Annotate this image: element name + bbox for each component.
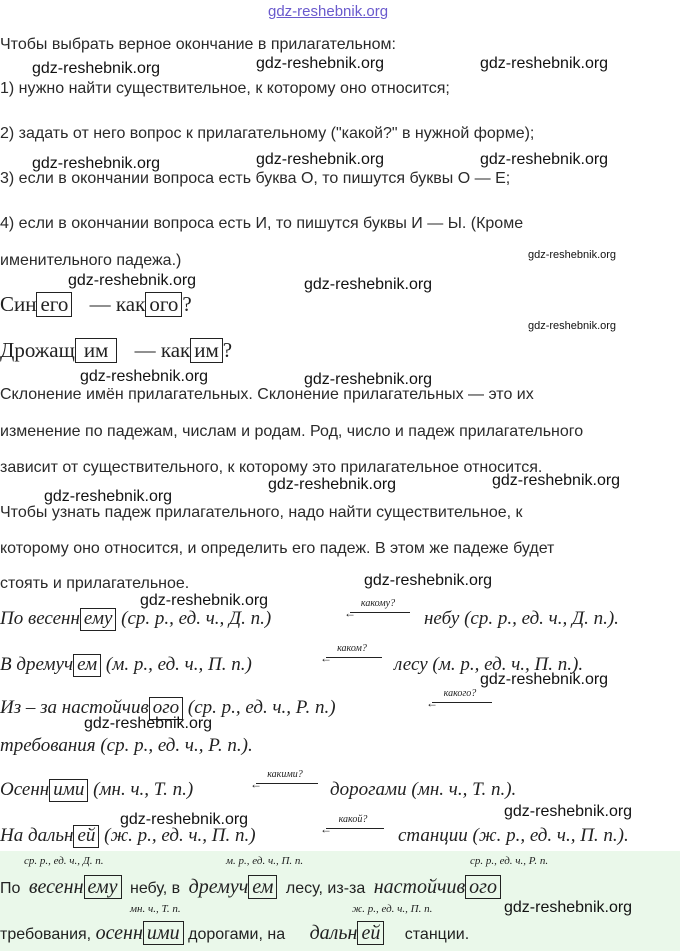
question-lead: — как	[134, 338, 191, 362]
rule-1: 1) нужно найти существительное, к которому оно относится;	[0, 80, 450, 97]
question-arrow: каком? ←	[322, 645, 382, 667]
para1-line3: зависит от существительного, к которому это прилагательное относится.	[0, 459, 543, 476]
arrow-question: какими?	[267, 769, 303, 780]
noun-note: небу (ср. р., ед. ч., Д. п.).	[424, 608, 619, 629]
word: лесу, из-за	[285, 880, 366, 897]
para2-line1: Чтобы узнать падеж прилагательного, надо найти существительное, к	[0, 504, 523, 521]
para1-line2: изменение по падежам, числам и родам. Род, число и падеж прилагательного	[0, 423, 584, 440]
arrow-question: какой?	[338, 814, 368, 825]
word: станции.	[404, 926, 470, 943]
rule-4: 4) если в окончании вопроса есть И, то пишутся буквы И — Ы. (Кроме	[0, 215, 524, 232]
question-arrow: какому? ←	[346, 600, 410, 622]
noun-note: требования (ср. р., ед. ч., Р. п.).	[0, 735, 253, 756]
noun-note: станции (ж. р., ед. ч., П. п.).	[398, 825, 629, 846]
watermark: gdz-reshebnik.org	[492, 472, 621, 489]
watermark: gdz-reshebnik.org	[32, 155, 161, 172]
answer-note-1: ср. р., ед. ч., Д. п.	[24, 855, 104, 867]
watermark: gdz-reshebnik.org	[304, 276, 433, 293]
watermark-small: gdz-reshebnik.org	[528, 320, 617, 332]
ending-box: ем	[248, 875, 277, 899]
question-arrow: какого? ←	[428, 690, 492, 712]
rules-intro: Чтобы выбрать верное окончание в прилагательном:	[0, 36, 396, 53]
rule-2: 2) задать от него вопрос к прилагательному ("какой?" в нужной форме);	[0, 125, 535, 142]
adj-stem: По весенн	[0, 608, 80, 629]
stem: Син	[0, 292, 37, 316]
ending-box: ого	[465, 875, 501, 899]
ending-box: ими	[143, 921, 184, 945]
question-arrow: какими? ←	[252, 771, 318, 793]
watermark: gdz-reshebnik.org	[304, 371, 433, 388]
adj-stem: дремуч	[188, 876, 249, 898]
adj-stem: На дальн	[0, 825, 74, 846]
ending-box: ей	[73, 825, 99, 848]
example-osennimi	[0, 779, 193, 802]
word: требования,	[0, 926, 92, 943]
answer-note-3: ср. р., ед. ч., Р. п.	[470, 855, 549, 867]
ending-box: его	[36, 292, 72, 317]
word: По	[0, 880, 21, 897]
ending-box: ого	[149, 697, 183, 720]
ending-box: ем	[73, 654, 101, 677]
question-ending-box: им	[190, 338, 223, 363]
word: дорогами, на	[188, 926, 286, 943]
example-dalney	[0, 825, 256, 848]
watermark: gdz-reshebnik.org	[480, 55, 609, 72]
adj-stem: весенн	[28, 876, 84, 898]
arrow-question: какого?	[443, 688, 477, 699]
grammar-note: (м. р., ед. ч., П. п.)	[105, 654, 252, 675]
watermark: gdz-reshebnik.org	[504, 899, 633, 916]
adj-stem: Осенн	[0, 779, 50, 800]
noun-note: лесу (м. р., ед. ч., П. п.).	[394, 654, 584, 675]
stem: Дрожащ	[0, 338, 75, 362]
watermark: gdz-reshebnik.org	[504, 803, 633, 820]
watermark: gdz-reshebnik.org	[256, 55, 385, 72]
adj-stem: осенн	[95, 922, 143, 944]
example-drozhashchim	[0, 338, 232, 363]
para2-line2: которому оно относится, и определить его падеж. В этом же падеже будет	[0, 540, 555, 557]
ending-box: ей	[357, 921, 384, 945]
watermark-small: gdz-reshebnik.org	[528, 249, 617, 261]
watermark-top: gdz-reshebnik.org	[268, 3, 389, 20]
ending-box: ими	[49, 779, 88, 802]
watermark: gdz-reshebnik.org	[480, 151, 609, 168]
adj-stem: Из – за настойчив	[0, 697, 149, 718]
ending-box: ему	[84, 875, 122, 899]
example-dremuchem	[0, 654, 252, 677]
adj-stem: настойчив	[373, 876, 466, 898]
grammar-note: (ср. р., ед. ч., Д. п.)	[121, 608, 272, 629]
watermark: gdz-reshebnik.org	[364, 572, 493, 589]
watermark: gdz-reshebnik.org	[480, 671, 609, 688]
question-mark: ?	[222, 338, 233, 362]
rule-4-cont: именительного падежа.)	[0, 252, 182, 269]
watermark: gdz-reshebnik.org	[268, 476, 397, 493]
noun-note: дорогами (мн. ч., Т. п.).	[330, 779, 517, 800]
answer-note-2: м. р., ед. ч., П. п.	[226, 855, 304, 867]
watermark: gdz-reshebnik.org	[44, 488, 173, 505]
watermark: gdz-reshebnik.org	[84, 715, 213, 732]
watermark: gdz-reshebnik.org	[80, 368, 209, 385]
ending-box: им	[75, 338, 118, 363]
example-vesennemu	[0, 608, 271, 631]
answer-note-4: мн. ч., Т. п.	[130, 903, 181, 915]
para1-line1: Склонение имён прилагательных. Склонение прилагательных — это их	[0, 386, 534, 403]
arrow-question: каком?	[337, 643, 367, 654]
rule-3: 3) если в окончании вопроса есть буква О, то пишутся буквы О — Е;	[0, 170, 511, 187]
arrow-question: какому?	[360, 598, 396, 609]
watermark: gdz-reshebnik.org	[32, 60, 161, 77]
grammar-note: (ж. р., ед. ч., П. п.)	[104, 825, 256, 846]
grammar-note: (мн. ч., Т. п.)	[93, 779, 194, 800]
watermark: gdz-reshebnik.org	[68, 272, 197, 289]
answer-line-2	[0, 921, 469, 945]
watermark: gdz-reshebnik.org	[140, 592, 269, 609]
para2-line3: стоять и прилагательное.	[0, 575, 190, 592]
answer-note-5: ж. р., ед. ч., П. п.	[352, 903, 433, 915]
adj-stem: В дремуч	[0, 654, 74, 675]
question-mark: ?	[182, 292, 192, 316]
grammar-note: (ср. р., ед. ч., Р. п.)	[187, 697, 336, 718]
adj-stem: дальн	[309, 922, 358, 944]
ending-box: ему	[80, 608, 117, 631]
example-sinego	[0, 292, 192, 317]
watermark: gdz-reshebnik.org	[256, 151, 385, 168]
question-lead: — как	[89, 292, 146, 316]
question-arrow: какой? ←	[322, 816, 384, 838]
watermark: gdz-reshebnik.org	[120, 811, 249, 828]
word: небу, в	[129, 880, 181, 897]
answer-line-1	[0, 875, 501, 899]
question-ending-box: ого	[145, 292, 182, 317]
